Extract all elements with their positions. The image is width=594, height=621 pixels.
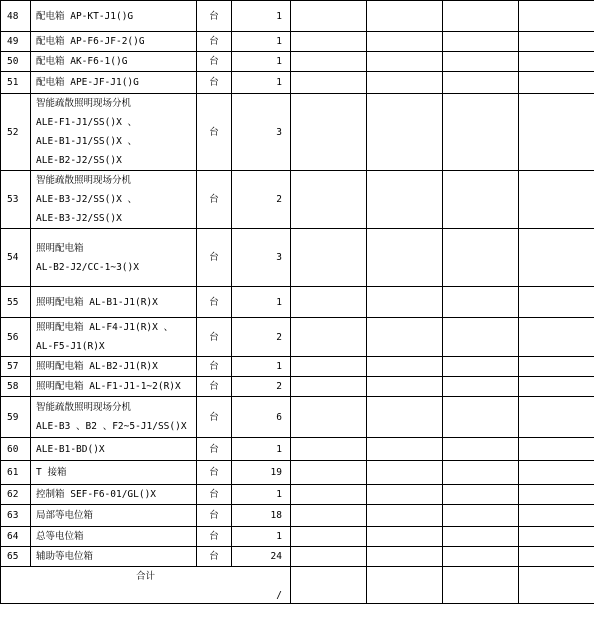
blank-cell — [519, 397, 594, 438]
item-name-line: ALE-B2-J2/SS()X — [36, 155, 122, 166]
blank-cell — [443, 1, 519, 32]
blank-cell — [519, 52, 594, 72]
item-name-line: 照明配电箱 AL-B2-J1(R)X — [36, 361, 158, 372]
blank-cell — [519, 377, 594, 397]
table-row — [1, 318, 594, 357]
blank-cell — [291, 72, 367, 94]
blank-cell — [291, 547, 367, 567]
blank-cell — [443, 52, 519, 72]
table-row — [1, 52, 594, 72]
blank-cell — [443, 438, 519, 461]
row-number: 64 — [1, 527, 31, 547]
item-unit: 台 — [197, 52, 232, 72]
table-row — [1, 72, 594, 94]
row-number: 58 — [1, 377, 31, 397]
item-unit: 台 — [197, 505, 232, 527]
item-name — [31, 505, 197, 527]
item-name-line: 照明配电箱 AL-F1-J1-1~2(R)X — [36, 381, 181, 392]
blank-cell — [443, 171, 519, 229]
item-quantity: 1 — [232, 527, 291, 547]
blank-cell — [367, 438, 443, 461]
blank-cell — [367, 229, 443, 287]
item-name — [31, 461, 197, 485]
table-row — [1, 438, 594, 461]
item-quantity: 3 — [232, 229, 291, 287]
blank-cell — [367, 377, 443, 397]
item-name-line: ALE-B3-J2/SS()X — [36, 213, 122, 224]
item-name-line: AL-F5-J1(R)X — [36, 341, 105, 352]
row-number: 65 — [1, 547, 31, 567]
blank-cell — [443, 32, 519, 52]
blank-cell — [519, 287, 594, 318]
blank-cell — [291, 171, 367, 229]
item-quantity: 1 — [232, 485, 291, 505]
blank-cell — [519, 318, 594, 357]
blank-cell — [367, 94, 443, 171]
row-number: 48 — [1, 1, 31, 32]
blank-cell — [291, 527, 367, 547]
row-number: 62 — [1, 485, 31, 505]
row-number: 57 — [1, 357, 31, 377]
blank-cell — [291, 438, 367, 461]
table-row — [1, 287, 594, 318]
blank-cell — [291, 357, 367, 377]
blank-cell — [367, 527, 443, 547]
item-quantity: 1 — [232, 32, 291, 52]
blank-cell — [291, 397, 367, 438]
item-quantity: 1 — [232, 72, 291, 94]
item-quantity: 2 — [232, 171, 291, 229]
item-quantity: 19 — [232, 461, 291, 485]
row-number: 52 — [1, 94, 31, 171]
blank-cell — [519, 567, 594, 604]
total-cell — [1, 567, 291, 604]
table-row — [1, 357, 594, 377]
blank-cell — [519, 32, 594, 52]
table-row — [1, 171, 594, 229]
item-name-line: AL-B2-J2/CC-1~3()X — [36, 261, 139, 273]
item-name — [31, 94, 197, 171]
blank-cell — [367, 318, 443, 357]
blank-cell — [519, 505, 594, 527]
item-unit: 台 — [197, 377, 232, 397]
blank-cell — [519, 357, 594, 377]
table-row — [1, 1, 594, 32]
blank-cell — [367, 461, 443, 485]
blank-cell — [443, 527, 519, 547]
item-unit: 台 — [197, 229, 232, 287]
item-name — [31, 1, 197, 32]
blank-cell — [291, 229, 367, 287]
item-quantity: 1 — [232, 52, 291, 72]
blank-cell — [291, 94, 367, 171]
blank-cell — [367, 171, 443, 229]
item-quantity: 18 — [232, 505, 291, 527]
item-name — [31, 357, 197, 377]
blank-cell — [519, 547, 594, 567]
table-row — [1, 461, 594, 485]
table-row — [1, 485, 594, 505]
item-name — [31, 171, 197, 229]
item-name-line: 配电箱 AP-KT-J1()G — [36, 10, 134, 22]
table-row — [1, 397, 594, 438]
item-name-line: 照明配电箱 AL-F4-J1(R)X 、 — [36, 322, 174, 333]
total-row — [1, 567, 594, 604]
table-row — [1, 547, 594, 567]
blank-cell — [367, 505, 443, 527]
blank-cell — [443, 505, 519, 527]
item-name — [31, 397, 197, 438]
item-quantity: 2 — [232, 318, 291, 357]
item-name — [31, 318, 197, 357]
item-quantity: 1 — [232, 357, 291, 377]
blank-cell — [291, 505, 367, 527]
item-quantity: 6 — [232, 397, 291, 438]
blank-cell — [443, 287, 519, 318]
item-unit: 台 — [197, 171, 232, 229]
blank-cell — [443, 357, 519, 377]
item-name-line: ALE-B3-J2/SS()X 、 — [36, 194, 138, 205]
item-unit: 台 — [197, 318, 232, 357]
blank-cell — [519, 94, 594, 171]
blank-cell — [519, 171, 594, 229]
item-unit: 台 — [197, 527, 232, 547]
blank-cell — [367, 567, 443, 604]
row-number: 56 — [1, 318, 31, 357]
row-number: 61 — [1, 461, 31, 485]
blank-cell — [367, 287, 443, 318]
row-number: 59 — [1, 397, 31, 438]
item-unit: 台 — [197, 357, 232, 377]
blank-cell — [367, 72, 443, 94]
item-name-line: 配电箱 APE-JF-J1()G — [36, 77, 139, 88]
blank-cell — [519, 461, 594, 485]
blank-cell — [291, 52, 367, 72]
item-unit: 台 — [197, 547, 232, 567]
item-unit: 台 — [197, 397, 232, 438]
blank-cell — [443, 318, 519, 357]
blank-cell — [519, 438, 594, 461]
blank-cell — [367, 1, 443, 32]
blank-cell — [291, 318, 367, 357]
blank-cell — [519, 485, 594, 505]
item-name — [31, 287, 197, 318]
blank-cell — [367, 485, 443, 505]
row-number: 53 — [1, 171, 31, 229]
item-name-line: 局部等电位箱 — [36, 510, 94, 521]
item-name — [31, 485, 197, 505]
item-name-line: ALE-B1-J1/SS()X 、 — [36, 136, 138, 147]
item-unit: 台 — [197, 438, 232, 461]
item-name-line: 辅助等电位箱 — [36, 551, 94, 562]
item-name — [31, 547, 197, 567]
item-name — [31, 438, 197, 461]
item-name-line: 总等电位箱 — [36, 531, 84, 542]
blank-cell — [443, 461, 519, 485]
item-name-line: ALE-B1-BD()X — [36, 443, 105, 455]
total-slash-mark: / — [276, 590, 282, 601]
blank-cell — [291, 287, 367, 318]
blank-cell — [443, 397, 519, 438]
item-quantity: 1 — [232, 1, 291, 32]
item-name — [31, 229, 197, 287]
item-unit: 台 — [197, 32, 232, 52]
blank-cell — [291, 485, 367, 505]
blank-cell — [291, 461, 367, 485]
item-unit: 台 — [197, 461, 232, 485]
table-row — [1, 32, 594, 52]
table-row — [1, 505, 594, 527]
item-unit: 台 — [197, 94, 232, 171]
blank-cell — [367, 357, 443, 377]
blank-cell — [443, 94, 519, 171]
row-number: 50 — [1, 52, 31, 72]
item-name — [31, 52, 197, 72]
row-number: 63 — [1, 505, 31, 527]
item-name — [31, 527, 197, 547]
item-quantity: 3 — [232, 94, 291, 171]
item-name-line: 控制箱 SEF-F6-01/GL()X — [36, 489, 157, 500]
item-name-line: 配电箱 AP-F6-JF-2()G — [36, 36, 145, 47]
blank-cell — [519, 229, 594, 287]
item-name-line: 配电箱 AK-F6-1()G — [36, 56, 128, 67]
item-unit: 台 — [197, 1, 232, 32]
item-unit: 台 — [197, 287, 232, 318]
blank-cell — [291, 1, 367, 32]
row-number: 49 — [1, 32, 31, 52]
blank-cell — [443, 485, 519, 505]
row-number: 60 — [1, 438, 31, 461]
blank-cell — [443, 567, 519, 604]
blank-cell — [291, 377, 367, 397]
blank-cell — [291, 567, 367, 604]
blank-cell — [367, 32, 443, 52]
total-label: 合计 — [135, 571, 155, 582]
row-number: 55 — [1, 287, 31, 318]
item-name-line: 智能疏散照明现场分机 — [36, 175, 132, 186]
item-name-line: ALE-B3 、B2 、F2~5-J1/SS()X — [36, 421, 187, 432]
item-unit: 台 — [197, 485, 232, 505]
blank-cell — [367, 52, 443, 72]
blank-cell — [443, 72, 519, 94]
table-row — [1, 527, 594, 547]
row-number: 54 — [1, 229, 31, 287]
item-name — [31, 72, 197, 94]
item-quantity: 24 — [232, 547, 291, 567]
item-name-line: 照明配电箱 AL-B1-J1(R)X — [36, 296, 158, 308]
blank-cell — [443, 377, 519, 397]
table-row — [1, 229, 594, 287]
item-name-line: T 接箱 — [36, 467, 67, 478]
blank-cell — [519, 1, 594, 32]
table-row — [1, 94, 594, 171]
item-name-line: 照明配电箱 — [36, 242, 84, 254]
item-quantity: 1 — [232, 438, 291, 461]
item-name-line: 智能疏散照明现场分机 — [36, 402, 132, 413]
row-number: 51 — [1, 72, 31, 94]
table-row — [1, 377, 594, 397]
item-quantity: 2 — [232, 377, 291, 397]
item-name — [31, 32, 197, 52]
item-quantity: 1 — [232, 287, 291, 318]
blank-cell — [291, 32, 367, 52]
blank-cell — [443, 547, 519, 567]
item-name — [31, 377, 197, 397]
blank-cell — [519, 527, 594, 547]
item-name-line: 智能疏散照明现场分机 — [36, 98, 132, 109]
blank-cell — [519, 72, 594, 94]
item-name-line: ALE-F1-J1/SS()X 、 — [36, 117, 138, 128]
blank-cell — [443, 229, 519, 287]
blank-cell — [367, 547, 443, 567]
item-unit: 台 — [197, 72, 232, 94]
blank-cell — [367, 397, 443, 438]
